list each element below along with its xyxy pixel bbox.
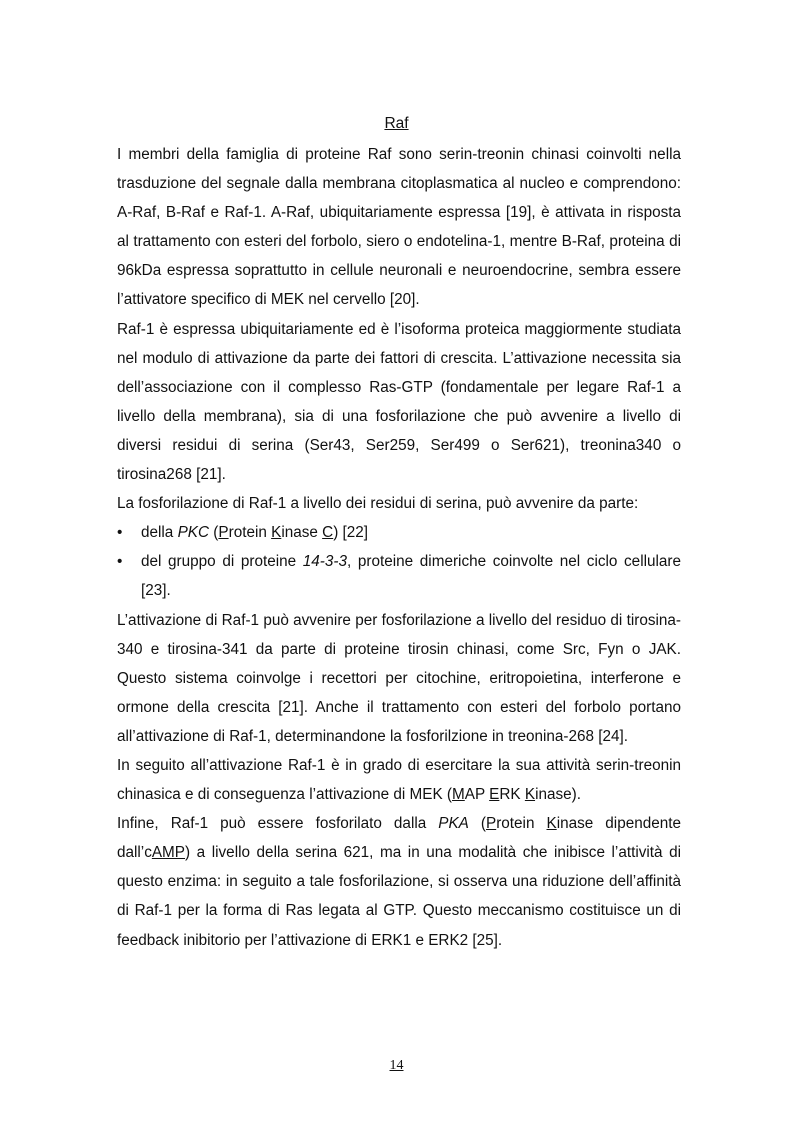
underlined-letter: P (486, 815, 497, 833)
underlined-letter: P (218, 524, 229, 542)
text-run: RK (499, 786, 525, 804)
bullet-text: della (141, 524, 178, 542)
text-run: Infine, Raf-1 può essere fosforilato dalla (117, 815, 439, 833)
paragraph-2: Raf-1 è espressa ubiquitariamente ed è l’isoforma proteica maggiormente studiata nel modulo di attivazione da parte dei fattori di crescita. L’attivazione necessita sia dell’associazione con il complesso Ras-GTP (fondamentale per legare Raf-1 a livello della membrana), sia di una fosforilazione che può avvenire a livello di diversi residui di serina (Ser43, Ser259, Ser499 o Ser621), treonina340 o tirosina268 [21]. (117, 320, 681, 484)
bullet-icon: • (117, 553, 123, 571)
bullet-text: rotein (228, 524, 272, 542)
paragraph-5 (117, 751, 681, 809)
paragraph-6 (117, 809, 681, 954)
abbr-pkc: PKC (177, 524, 210, 542)
text-run: ( (468, 815, 486, 833)
paragraph-3: La fosforilazione di Raf-1 a livello dei residui di serina, può avvenire da parte: (117, 495, 639, 513)
text-run: rotein (496, 815, 547, 833)
text-run: ) a livello della serina 621, ma in una modalità che inibisce l’attività di questo enzima: in seguito a tale fosforilazione, si osserva una riduzione dell’affinità di Raf-1 per la forma di Ras legata al GTP. Questo meccanismo costituisce un di feedback inibitorio per l’attivazione di ERK1 e ERK2 [25]. (117, 844, 681, 949)
underlined-word: AMP (151, 844, 186, 862)
underlined-letter: K (524, 786, 536, 804)
bullet-text: inase (281, 524, 323, 542)
paragraph-1: I membri della famiglia di proteine Raf sono serin-treonin chinasi coinvolti nella trasduzione del segnale dalla membrana citoplasmatica al nucleo e comprendono: A-Raf, B-Raf e Raf-1. A-Raf, ubiquitariamente espressa [19], è attivata in risposta al trattamento con esteri del forbolo, siero o endotelina-1, mentre B-Raf, proteina di 96kDa espressa soprattutto in cellule neuronali e neuroendocrine, sembra essere l’attivatore specifico di MEK nel cervello [20]. (117, 146, 681, 309)
page-number: 14 (389, 1058, 404, 1073)
underlined-letter: K (546, 815, 557, 833)
underlined-letter: K (271, 524, 282, 542)
underlined-letter: C (322, 524, 334, 542)
text-run: AP (464, 786, 490, 804)
text-run: In seguito all’attivazione Raf-1 è in grado di esercitare la sua attività serin-treonin chinasica e di conseguenza l’attivazione di MEK ( (117, 756, 681, 804)
bullet-text: , proteine dimeriche coinvolte nel ciclo cellulare [23]. (141, 553, 682, 600)
text-run: inase dipendente dall’c (117, 815, 681, 862)
section-title: Raf (384, 115, 409, 132)
bullet-text: del gruppo di proteine (141, 553, 303, 571)
abbr-14-3-3: 14-3-3 (302, 553, 347, 571)
text-run: inase). (535, 786, 581, 804)
body-text (117, 140, 681, 955)
bullet-text: ( (209, 524, 219, 542)
bullet-list (117, 518, 681, 605)
abbr-pka: PKA (438, 815, 469, 833)
underlined-letter: M (452, 786, 465, 804)
bullet-item-14-3-3 (117, 547, 681, 605)
bullet-text: ) [22] (333, 524, 369, 542)
bullet-item-pkc (117, 518, 681, 547)
paragraph-4: L’attivazione di Raf-1 può avvenire per fosforilazione a livello del residuo di tirosina-340 e tirosina-341 da parte di proteine tirosin chinasi, come Src, Fyn o JAK. Questo sistema coinvolge i recettori per citochine, eritropoietina, interferone e ormone della crescita [21]. Anche il trattamento con esteri del forbolo portano all’attivazione di Raf-1, determinandone la fosforilzione in treonina-268 [24]. (117, 611, 681, 745)
bullet-icon: • (117, 524, 123, 542)
underlined-letter: E (489, 786, 500, 804)
